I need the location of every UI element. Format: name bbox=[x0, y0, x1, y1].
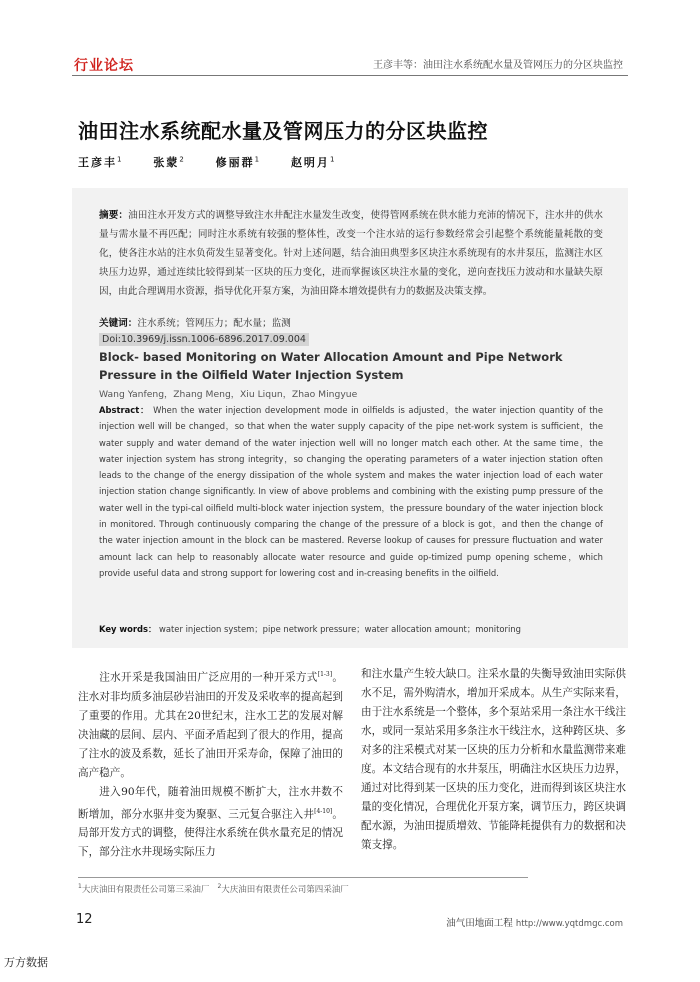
author: 修丽群$^1$ bbox=[215, 155, 260, 169]
author-list-en: Wang Yanfeng，Zhang Meng，Xiu Liqun，Zhao Mingyue bbox=[99, 389, 358, 400]
running-title: 王彦丰等：油田注水系统配水量及管网压力的分区块监控 bbox=[373, 60, 623, 71]
paragraph: 和注水量产生较大缺口。注采水量的失衡导致油田实际供水不足，需外购清水，增加开采成本。从生产实际来看，由于注水系统是一个整体，多个泵站采用一条注水干线注水，或同一泵站采用多条注水干线注水，这种跨区块、多对多的注采模式对某一区块的压力分析和水量监测带来难度。本文结合现有的水井泵压，明确注水区块压力边界，通过对比得到某一区块的压力变化，进而得到该区块注水量的变化情况，合理优化开泵方案，调节压力，跨区块调配水源，为油田提质增效、节能降耗提供有力的数据和决策支撑。 bbox=[361, 668, 626, 851]
keywords-en: Key words： water injection system；pipe network pressure；water allocation amount；monitoring bbox=[99, 624, 521, 634]
body-column-right bbox=[361, 665, 626, 855]
header-divider bbox=[72, 75, 628, 76]
author: 张蒙$^2$ bbox=[153, 155, 184, 169]
source-watermark: 万方数据 bbox=[4, 956, 48, 969]
doi-label: Doi:10.3969/j.issn.1006-6896.2017.09.004 bbox=[99, 333, 309, 346]
footnote-divider bbox=[78, 877, 528, 878]
abstract-en: Abstract： When the water injection development mode in oilfields is adjusted，the water injection quantity of the injection well will be changed，so that when the water supply capacity of the pipe net-work system is sufficient，the water supply and water demand of the water injection well will no longer match each other. At the same time，the water injection system has strong integrity，so changing the operating parameters of a water injection station often leads to the change of the energy dissipation of the whole system and makes the water injection load of each water injection station change significantly. In view of above problems and combining with the existing pump pressure of the water well in the typi-cal oilfield multi-block water injection system，the pressure boundary of the water injection block in monitored. Through continuously comparing the change of the pressure of a block is got，and then the change of the water injection amount in the block can be mastered. Reverse lookup of causes for pressure fluctuation and water amount lack can help to reasonably allocate water resource and guide op-timized pump opening scheme，which provide useful data and strong support for lowering cost and in-creasing benefits in the oilfield. bbox=[99, 405, 603, 578]
body-column-left bbox=[78, 665, 343, 862]
journal-footer: 油气田地面工程 http://www.yqtdmgc.com bbox=[446, 918, 623, 929]
section-brand: 行业论坛 bbox=[74, 58, 134, 74]
paper-title: 油田注水系统配水量及管网压力的分区块监控 bbox=[78, 119, 488, 143]
author: 赵明月$^1$ bbox=[290, 155, 335, 169]
paragraph: 注水开采是我国油田广泛应用的一种开采方式[1-3]。注水对非均质多油层砂岩油田的开发及采收率的提高起到了重要的作用。尤其在20世纪末，注水工艺的发展对解决油藏的层间、层内、平面矛盾起到了很大的作用，提高了注水的波及系数，延长了油田开采寿命，保障了油田的高产稳产。 bbox=[78, 671, 344, 779]
journal-url[interactable]: http://www.yqtdmgc.com bbox=[515, 919, 623, 929]
abstract-cn: 摘要：油田注水开发方式的调整导致注水井配注水量发生改变，使得管网系统在供水能力充沛的情况下，注水井的供水量与需水量不再匹配；同时注水系统有较强的整体性，改变一个注水站的运行参数经常会引起整个系统能量耗散的变化，使各注水站的注水负荷发生显著变化。针对上述问题，结合油田典型多区块注水系统现有的水井泵压，监测注水区块压力边界，通过连续比较得到某一区块的压力变化，进而掌握该区块注水量的变化，逆向查找压力波动和水量缺失原因，由此合理调用水资源，指导优化开泵方案，为油田降本增效提供有力的数据及决策支撑。 bbox=[99, 210, 604, 297]
author-list bbox=[78, 154, 360, 170]
affiliation-footnote: $^1$大庆油田有限责任公司第三采油厂 $^2$大庆油田有限责任公司第四采油厂 bbox=[78, 883, 349, 895]
page-number: 12 bbox=[76, 912, 93, 927]
paper-title-en: Block- based Monitoring on Water Allocation Amount and Pipe Network Pressure in the Oilfield Water Injection System bbox=[99, 350, 563, 382]
keywords-cn: 关键词：注水系统；管网压力；配水量；监测 bbox=[99, 318, 291, 329]
author: 王彦丰$^1$ bbox=[78, 155, 122, 169]
paragraph: 进入90年代，随着油田规模不断扩大，注水井数不断增加，部分水驱井变为聚驱、三元复合驱注入井[4-10]。局部开发方式的调整，使得注水系统在供水量充足的情况下，部分注水井现场实际压力 bbox=[78, 785, 344, 859]
